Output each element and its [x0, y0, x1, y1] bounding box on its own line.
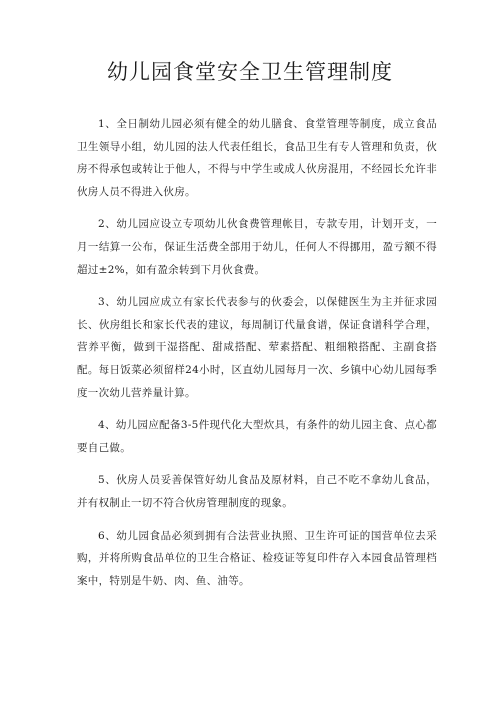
document-title: 幼儿园食堂安全卫生管理制度 — [107, 60, 393, 84]
paragraph-3: 3、幼儿园应成立有家长代表参与的伙委会，以保健医生为主并征求园长、伙房组长和家长代表的建议，每周制订代量食谱，保证食谱科学合理，营养平衡，做到干湿搭配、甜咸搭配、荤素搭配、粗细粮搭配、主副食搭配。每日饭菜必须留样24小时，区直幼儿园每月一次、乡镇中心幼儿园每季度一次幼儿营养量计算。 — [77, 296, 437, 399]
paragraph-1: 1、全日制幼儿园必须有健全的幼儿膳食、食堂管理等制度，成立食品卫生领导小组，幼儿园的法人代表任组长，食品卫生有专人管理和负责，伙房不得承包或转让于他人，不得与中学生或成人伙房混用，不经园长允许非伙房人员不得进入伙房。 — [77, 118, 437, 198]
document-body — [77, 113, 437, 602]
paragraph-2: 2、幼儿园应设立专项幼儿伙食费管理帐目，专款专用，计划开支，一月一结算一公布，保证生活费全部用于幼儿，任何人不得挪用，盈亏额不得超过±2%，如有盈余转到下月伙食费。 — [77, 218, 437, 276]
paragraph-6: 6、幼儿园食品必须到拥有合法营业执照、卫生许可证的国营单位去采购，并将所购食品单位的卫生合格证、检疫证等复印件存入本园食品管理档案中，特别是牛奶、肉、鱼、油等。 — [77, 529, 437, 587]
paragraph-4: 4、幼儿园应配备3-5件现代化大型炊具，有条件的幼儿园主食、点心都要自己做。 — [77, 419, 437, 454]
paragraph-5: 5、伙房人员妥善保管好幼儿食品及原材料，自己不吃不拿幼儿食品，并有权制止一切不符合伙房管理制度的现象。 — [77, 474, 437, 509]
